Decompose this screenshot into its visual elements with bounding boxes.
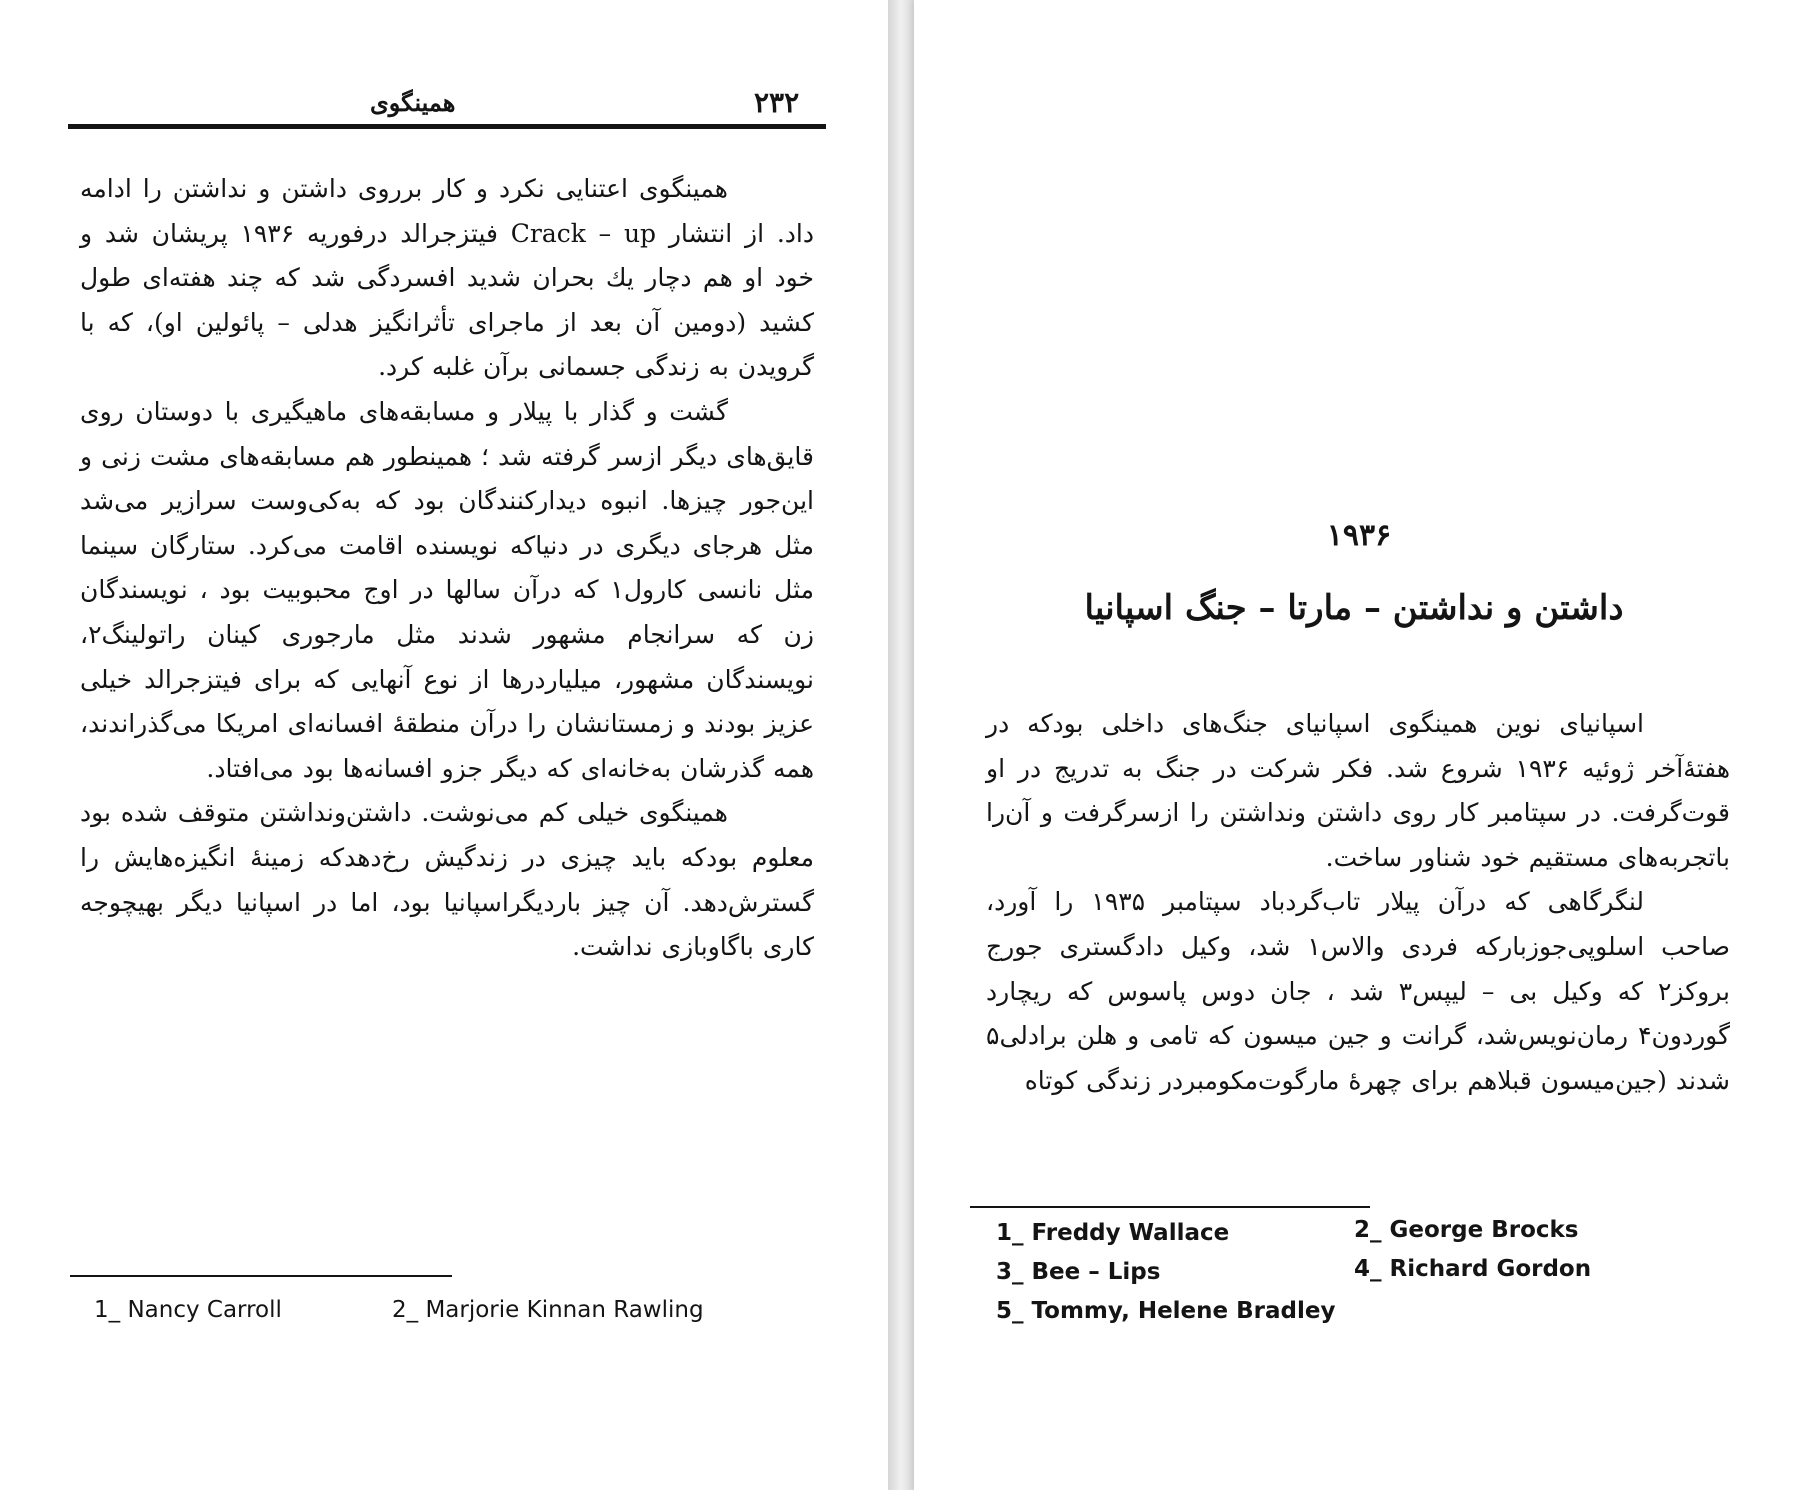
paragraph: همینگوی خیلی کم می‌نوشت. داشتن‌ونداشتن متوقف شده بود معلوم بودکه باید چیزی در زندگیش رخ‌دهدکه زمینهٔ انگیزه‌هایش را گسترش‌دهد. آن چیز باردیگراسپانیا بود، اما در اسپانیا دیگر بهیچوجه کاری باگاوبازی نداشت. — [80, 798, 814, 962]
book-gutter — [888, 0, 914, 1490]
footnote: 2_ Marjorie Kinnan Rawling — [392, 1297, 704, 1323]
page-number: ۲۳۲ — [754, 86, 800, 119]
paragraph: لنگرگاهی که درآن پیلار تاب‌گردباد سپتامبر ۱۹۳۵ را آورد، صاحب اسلوپی‌جوزبارکه فردی والاس۱ شد، وکیل دادگستری جورج بروکز۲ که وکیل بی – لیپس۳ شد ، جان دوس پاسوس که ریچارد گوردون۴ رمان‌نویس‌شد، گرانت و جین میسون که تامی و هلن برادلی۵ شدند (جین‌میسون قبلاهم برای چهرهٔ مارگوت‌مکومبردر زندگی کوتاه — [986, 887, 1731, 1095]
paragraph: اسپانیای نوین همینگوی اسپانیای جنگ‌های داخلی بودکه در هفتهٔ‌آخر ژوئیه ۱۹۳۶ شروع شد. فکر شرکت در جنگ به تدریج در او قوت‌گرفت. در سپتامبر کار روی داشتن ونداشتن را ازسرگرفت و آن‌را باتجربه‌های مستقیم خود شناور ساخت. — [986, 709, 1730, 872]
chapter-title: داشتن و نداشتن – مارتا – جنگ اسپانیا — [1084, 588, 1624, 628]
left-body-text — [80, 167, 814, 970]
footnote: 4_ Richard Gordon — [1354, 1256, 1592, 1282]
right-page — [914, 0, 1804, 1490]
running-header — [68, 82, 826, 126]
footnote: 1_ Nancy Carroll — [94, 1297, 282, 1323]
paragraph: گشت و گذار با پیلار و مسابقه‌های ماهیگیری با دوستان روی قایق‌های دیگر ازسر گرفته شد ؛ همینطور هم مسابقه‌های مشت زنی و این‌جور چیزها. انبوه دیدارکنندگان بود که به‌کی‌وست سرازیر می‌شد مثل هرجای دیگری در دنیاکه نویسنده اقامت می‌کرد. ستارگان سینما مثل نانسی کارول۱ که درآن سالها در اوج محبوبیت بود ، نویسندگان زن که سرانجام مشهور شدند مثل مارجوری کینان راتولینگ۲، نویسندگان مشهور، میلیاردرها از نوع آنهایی که برای فیتزجرالد خیلی عزیز بودند و زمستانشان را درآن منطقهٔ افسانه‌ای امریکا می‌گذراندند، همه گذرشان به‌خانه‌ای که دیگر جزو افسانه‌ها بود می‌افتاد. — [80, 396, 814, 783]
footnote-divider — [70, 1275, 452, 1277]
chapter-year: ۱۹۳۶ — [1326, 518, 1392, 553]
right-body-text — [986, 702, 1730, 1103]
footnote: 5_ Tommy, Helene Bradley — [996, 1298, 1336, 1324]
footnote: 3_ Bee – Lips — [996, 1259, 1161, 1285]
left-page — [0, 0, 888, 1490]
running-title: همینگوی — [370, 88, 456, 117]
footnote-divider — [970, 1206, 1370, 1208]
footnote: 2_ George Brocks — [1354, 1217, 1579, 1243]
paragraph: همینگوی اعتنایی نکرد و کار برروی داشتن و نداشتن را ادامه داد. از انتشار Crack – up فیتزجرالد درفوریه ۱۹۳۶ پریشان شد و خود او هم دچار یك بحران شدید افسردگی شد که چند هفته‌ای طول کشید (دومین آن بعد از ماجرای تأثرانگیز هدلی – پائولین او)، که با گرویدن به زندگی جسمانی برآن غلبه کرد. — [80, 174, 814, 382]
header-rule — [68, 124, 826, 129]
footnote: 1_ Freddy Wallace — [996, 1220, 1230, 1246]
